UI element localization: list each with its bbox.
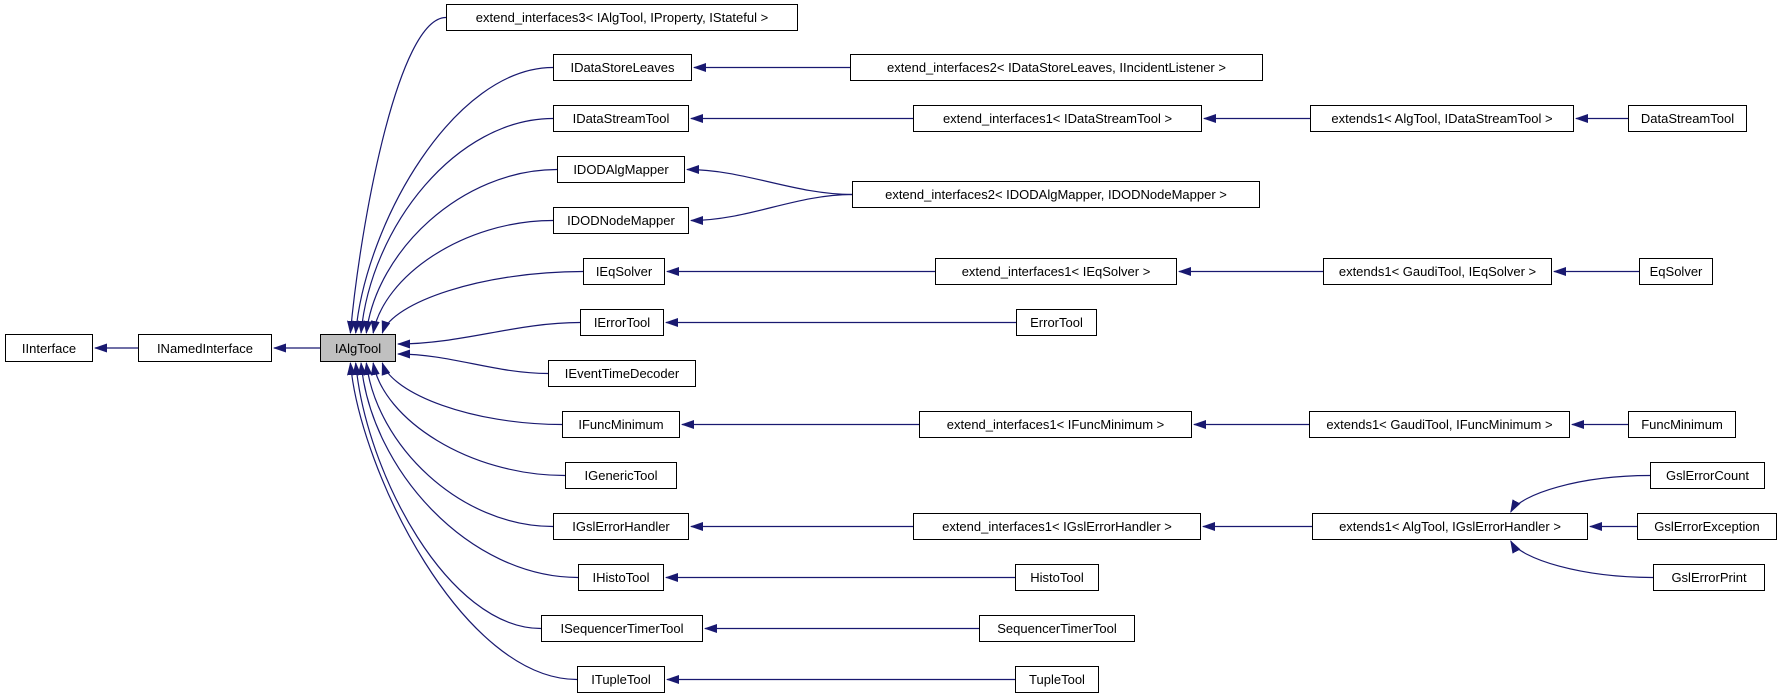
node-GslErrorCount[interactable]: GslErrorCount	[1650, 462, 1765, 489]
node-ei1_fm[interactable]: extend_interfaces1< IFuncMinimum >	[919, 411, 1192, 438]
node-IErrorTool[interactable]: IErrorTool	[580, 309, 664, 336]
node-IDataStreamTool[interactable]: IDataStreamTool	[553, 105, 689, 132]
node-IFuncMinimum[interactable]: IFuncMinimum	[562, 411, 680, 438]
node-IGenericTool[interactable]: IGenericTool	[565, 462, 677, 489]
node-IInterface[interactable]: IInterface	[5, 334, 93, 362]
node-INamedInterface[interactable]: INamedInterface	[138, 334, 272, 362]
node-GslErrorException[interactable]: GslErrorException	[1637, 513, 1777, 540]
node-ei2_dod[interactable]: extend_interfaces2< IDODAlgMapper, IDODNodeMapper >	[852, 181, 1260, 208]
node-ei1_dst[interactable]: extend_interfaces1< IDataStreamTool >	[913, 105, 1202, 132]
node-IHistoTool[interactable]: IHistoTool	[578, 564, 664, 591]
node-IDODAlgMapper[interactable]: IDODAlgMapper	[557, 156, 685, 183]
node-IDataStoreLeaves[interactable]: IDataStoreLeaves	[553, 54, 692, 81]
node-ISequencerTimerTool[interactable]: ISequencerTimerTool	[541, 615, 703, 642]
node-HistoTool[interactable]: HistoTool	[1015, 564, 1099, 591]
node-ex1_eq[interactable]: extends1< GaudiTool, IEqSolver >	[1323, 258, 1552, 285]
node-IAlgTool[interactable]: IAlgTool	[320, 334, 396, 362]
node-ex1_fm[interactable]: extends1< GaudiTool, IFuncMinimum >	[1309, 411, 1570, 438]
node-GslErrorPrint[interactable]: GslErrorPrint	[1653, 564, 1765, 591]
node-IDODNodeMapper[interactable]: IDODNodeMapper	[553, 207, 689, 234]
node-ei1_geh[interactable]: extend_interfaces1< IGslErrorHandler >	[913, 513, 1201, 540]
node-TupleTool[interactable]: TupleTool	[1015, 666, 1099, 693]
node-ex1_dst[interactable]: extends1< AlgTool, IDataStreamTool >	[1310, 105, 1574, 132]
node-SequencerTimerTool[interactable]: SequencerTimerTool	[979, 615, 1135, 642]
node-DataStreamTool[interactable]: DataStreamTool	[1628, 105, 1747, 132]
node-IEqSolver[interactable]: IEqSolver	[583, 258, 665, 285]
node-EqSolver[interactable]: EqSolver	[1639, 258, 1713, 285]
node-ex1_geh[interactable]: extends1< AlgTool, IGslErrorHandler >	[1312, 513, 1588, 540]
node-IGslErrorHandler[interactable]: IGslErrorHandler	[553, 513, 689, 540]
node-FuncMinimum[interactable]: FuncMinimum	[1628, 411, 1736, 438]
node-ITupleTool[interactable]: ITupleTool	[577, 666, 665, 693]
node-ei1_eq[interactable]: extend_interfaces1< IEqSolver >	[935, 258, 1177, 285]
node-ei2_dsl[interactable]: extend_interfaces2< IDataStoreLeaves, IIncidentListener >	[850, 54, 1263, 81]
node-ei3[interactable]: extend_interfaces3< IAlgTool, IProperty, IStateful >	[446, 4, 798, 31]
node-ErrorTool[interactable]: ErrorTool	[1016, 309, 1097, 336]
node-IEventTimeDecoder[interactable]: IEventTimeDecoder	[548, 360, 696, 387]
